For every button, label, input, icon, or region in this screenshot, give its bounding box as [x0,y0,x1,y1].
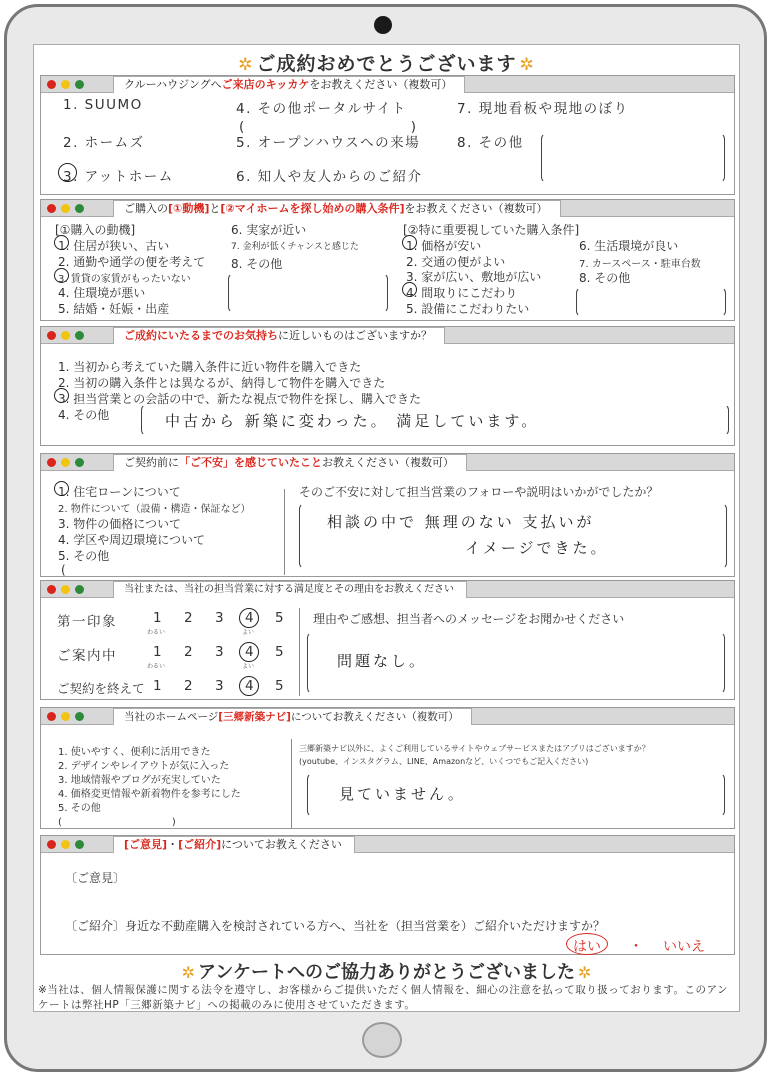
group-title: [①購入の動機] [55,223,136,237]
yellow-dot-icon [61,458,70,467]
option[interactable]: 2. 交通の便がよい [406,255,506,269]
divider [284,489,285,575]
score[interactable]: 3 [215,678,226,694]
option[interactable]: 1. 住宅ローンについて [58,485,181,499]
selected-mark [54,388,69,403]
selected-mark [54,235,69,250]
option[interactable]: 8. その他 [579,271,631,285]
red-dot-icon [47,840,56,849]
green-dot-icon [75,840,84,849]
flower-icon: ✲ [238,55,254,75]
option[interactable]: 2. デザインやレイアウトが気に入った [58,761,230,772]
score[interactable]: 3 [215,610,226,626]
option[interactable]: 7. カースペース・駐車台数 [579,259,701,270]
score[interactable]: 1 [153,678,164,694]
rating-label: ご契約を終えて [57,681,145,696]
score[interactable]: 1 [153,644,164,660]
option[interactable]: 3. 物件の価格について [58,517,182,531]
yellow-dot-icon [61,204,70,213]
question-heading: [ご意見]・[ご紹介]についてお教えください [113,836,355,853]
option[interactable]: 7. 金利が低くチャンスと感じた [231,242,359,252]
option[interactable]: 6. 知人や友人からのご紹介 [236,169,423,185]
referral-question: 〔ご紹介〕身近な不動産購入を検討されている方へ、当社を（担当営業を）ご紹介いただけますか？ [65,919,606,933]
option[interactable]: 4. その他 [58,408,110,422]
scale-low-label: わるい [147,663,166,670]
green-dot-icon [75,585,84,594]
panel-header [41,76,734,93]
green-dot-icon [75,204,84,213]
score[interactable]: 5 [275,678,286,694]
flower-icon: ✲ [577,963,592,982]
question-feelings [40,326,735,446]
option[interactable]: 5. その他 [58,549,110,563]
yellow-dot-icon [61,80,70,89]
selected-mark [239,642,259,662]
panel-header [41,581,734,598]
option[interactable]: 4. 価格変更情報や新着物件を参考にした [58,789,241,800]
green-dot-icon [75,712,84,721]
yes-option[interactable]: はい [573,939,601,955]
yellow-dot-icon [61,331,70,340]
other-sites-hint: (youtube、インスタグラム、LINE、Amazonなど、いくつでもご記入ください) [299,757,589,766]
handwritten-answer: 中古から 新築に変わった。 満足しています。 [165,412,540,430]
option[interactable]: 5. オープンハウスへの来場 [236,135,421,151]
score[interactable]: 4 [245,610,256,626]
handwritten-answer: イメージできた。 [465,539,609,557]
green-dot-icon [75,80,84,89]
option[interactable]: 1. 価格が安い [406,239,482,253]
option[interactable]: 3. 家が広い、敷地が広い [406,270,542,284]
privacy-note: ※当社は、個人情報保護に関する法令を遵守し、お客様からご提供いただく個人情報を、細心の注意を払って取り扱っております。このアンケートは弊社HP「三郷新築ナビ」への掲載のみに使用させていただきます。 [38,984,729,1011]
option[interactable]: 8. その他 [231,257,283,271]
score[interactable]: 4 [245,644,256,660]
question-heading: ご契約前に「ご不安」を感じていたことお教えください（複数可） [113,454,467,471]
question-visit-trigger [40,75,735,195]
score[interactable]: 5 [275,644,286,660]
red-dot-icon [47,585,56,594]
question-heading: 当社のホームページ[三郷新築ナビ]についてお教えください（複数可） [113,708,472,725]
question-heading: ご成約にいたるまでのお気持ちに近しいものはございますか？ [113,327,445,344]
panel-header [41,200,734,217]
option[interactable]: 6. 生活環境が良い [579,239,679,253]
selected-mark [402,235,417,250]
handwritten-answer: 相談の中で 無理のない 支払いが [327,513,595,531]
question-heading: 当社または、当社の担当営業に対する満足度とその理由をお教えください [113,581,467,598]
question-opinion-referral [40,835,735,955]
option[interactable]: 1. 当初から考えていた購入条件に近い物件を購入できた [58,360,362,374]
option[interactable]: 1. 住居が狭い、古い [58,239,170,253]
scale-high-label: よい [242,663,255,670]
selected-mark [239,676,259,696]
option[interactable]: 4. 学区や周辺環境について [58,533,206,547]
score[interactable]: 1 [153,610,164,626]
option[interactable]: 4. その他ポータルサイト [236,101,407,117]
question-heading: クルーハウジングへご来店のキッカケをお教えください（複数可） [113,76,465,93]
paren-field[interactable]: ( ) [239,119,418,135]
rating-label: 第一印象 [57,614,117,630]
camera-icon [374,16,392,34]
red-dot-icon [47,331,56,340]
separator: ・ [629,939,643,955]
panel-header [41,327,734,344]
option[interactable]: 2. 通勤や通学の便を考えて [58,255,206,269]
follow-question: そのご不安に対して担当営業のフォローや説明はいかがでしたか？ [299,485,659,499]
group-title: [②特に重要視していた購入条件] [403,223,580,237]
option[interactable]: 3. アットホーム [63,169,174,185]
paren-field[interactable]: ( ) [58,817,176,828]
option[interactable]: 6. 実家が近い [231,223,307,237]
divider [291,739,292,829]
option[interactable]: 4. 住環境が悪い [58,286,146,300]
option[interactable]: 7. 現地看板や現地のぼり [457,101,629,117]
reason-question: 理由やご感想、担当者へのメッセージをお聞かせください [313,612,625,626]
handwritten-answer: 見ていません。 [339,785,466,803]
option[interactable]: 5. その他 [58,803,101,814]
other-sites-question: 三郷新築ナビ以外に、よくご利用しているサイトやウェブサービスまたはアプリはございますか？ [299,744,650,753]
red-dot-icon [47,204,56,213]
panel-header [41,836,734,853]
selected-mark [239,608,259,628]
option[interactable]: 4. 間取りにこだわり [406,286,518,300]
option[interactable]: 2. 物件について（設備・構造・保証など） [58,504,251,515]
option[interactable]: 3. 地域情報やブログが充実していた [58,775,221,786]
flower-icon: ✲ [519,55,535,75]
option[interactable]: 3. 担当営業との会話の中で、新たな視点で物件を探し、購入できた [58,392,422,406]
option[interactable]: 2. 当初の購入条件とは異なるが、納得して物件を購入できた [58,376,386,390]
score[interactable]: 5 [275,610,286,626]
score[interactable]: 4 [245,678,256,694]
score[interactable]: 2 [184,644,195,660]
paren-field[interactable]: ( [61,563,66,577]
option[interactable]: 3. 賃貸の家賃がもったいない [58,274,191,285]
scale-high-label: よい [242,629,255,636]
selected-mark [566,933,608,955]
no-option[interactable]: いいえ [663,939,705,955]
option[interactable]: 8. その他 [457,135,524,151]
question-satisfaction [40,580,735,700]
panel-header [41,708,734,725]
yellow-dot-icon [61,585,70,594]
green-dot-icon [75,331,84,340]
option[interactable]: 5. 設備にこだわりたい [406,302,530,316]
other-field[interactable] [576,287,726,317]
score[interactable]: 2 [184,678,195,694]
scale-low-label: わるい [147,629,166,636]
question-heading: ご購入の[①動機]と[②マイホームを探し始めの購入条件]をお教えください（複数可） [113,200,561,217]
red-dot-icon [47,712,56,721]
opinion-label: 〔ご意見〕 [65,871,126,885]
question-concerns [40,453,735,577]
option[interactable]: 5. 結婚・妊娠・出産 [58,302,170,316]
option[interactable]: 2. ホームズ [63,135,145,151]
handwritten-answer: 問題なし。 [337,652,428,670]
score[interactable]: 2 [184,610,195,626]
option[interactable]: 1. SUUMO [63,97,143,113]
page-title: ✲ ご成約おめでとうございます ✲ [238,53,535,75]
selected-mark [54,268,69,283]
red-dot-icon [47,80,56,89]
selected-mark [58,163,77,182]
option[interactable]: 1. 使いやすく、便利に活用できた [58,747,211,758]
question-website [40,707,735,829]
other-field[interactable] [228,273,388,313]
divider [299,608,300,696]
thanks-title: ✲ アンケートへのご協力ありがとうございました ✲ [181,962,592,983]
yellow-dot-icon [61,712,70,721]
selected-mark [402,282,417,297]
rating-label: ご案内中 [57,648,117,664]
selected-mark [54,481,69,496]
green-dot-icon [75,458,84,467]
survey-sheet [33,44,740,1012]
home-button[interactable] [362,1022,402,1058]
flower-icon: ✲ [181,963,196,982]
red-dot-icon [47,458,56,467]
other-field[interactable] [541,133,725,183]
question-motive [40,199,735,321]
yellow-dot-icon [61,840,70,849]
score[interactable]: 3 [215,644,226,660]
panel-header [41,454,734,471]
